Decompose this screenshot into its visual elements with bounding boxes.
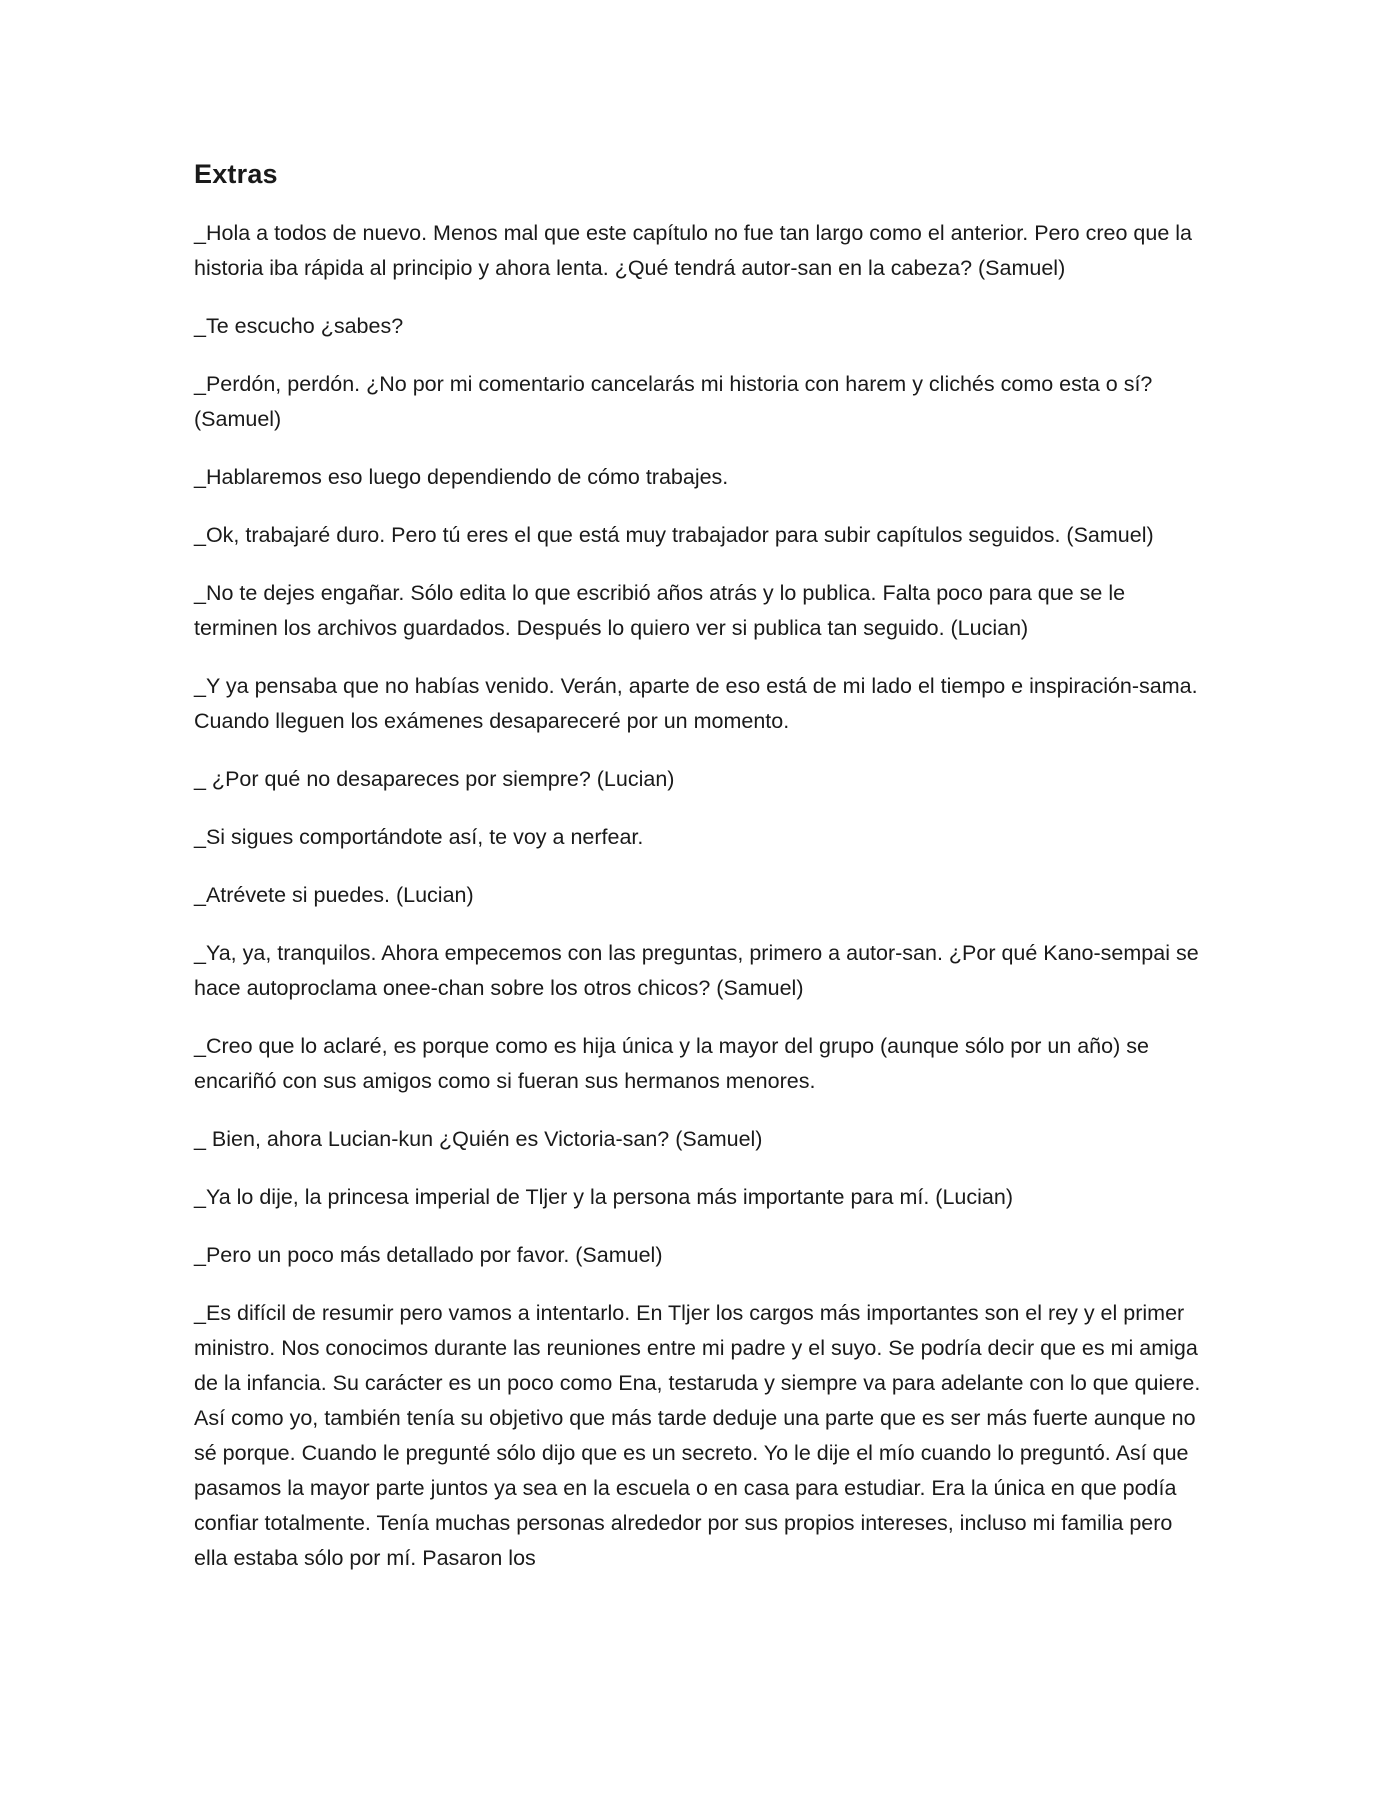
document-body — [194, 158, 1204, 1599]
paragraph: _Hola a todos de nuevo. Menos mal que este capítulo no fue tan largo como el anterior. Pero creo que la historia iba rápida al principio y ahora lenta. ¿Qué tendrá autor-san en la cabeza? (Samuel) — [194, 221, 1192, 281]
paragraph: _Ok, trabajaré duro. Pero tú eres el que está muy trabajador para subir capítulos seguidos. (Samuel) — [194, 523, 1154, 548]
paragraph: _Atrévete si puedes. (Lucian) — [194, 883, 474, 908]
paragraph: _Creo que lo aclaré, es porque como es hija única y la mayor del grupo (aunque sólo por un año) se encariñó con sus amigos como si fueran sus hermanos menores. — [194, 1034, 1149, 1094]
paragraph: _Pero un poco más detallado por favor. (Samuel) — [194, 1243, 663, 1268]
paragraph: _Perdón, perdón. ¿No por mi comentario cancelarás mi historia con harem y clichés como esta o sí? (Samuel) — [194, 372, 1153, 432]
document-title: Extras — [194, 159, 278, 189]
paragraph: _Es difícil de resumir pero vamos a intentarlo. En Tljer los cargos más importantes son el rey y el primer ministro. Nos conocimos durante las reuniones entre mi padre y el suyo. Se podría decir que es mi amiga de la infancia. Su carácter es un poco como Ena, testaruda y siempre va para adelante con lo que quiere. Así como yo, también tenía su objetivo que más tarde deduje una parte que es ser más fuerte aunque no sé porque. Cuando le pregunté sólo dijo que es un secreto. Yo le dije el mío cuando lo preguntó. Así que pasamos la mayor parte juntos ya sea en la escuela o en casa para estudiar. Era la única en que podía confiar totalmente. Tenía muchas personas alrededor por sus propios intereses, incluso mi familia pero ella estaba sólo por mí. Pasaron los — [194, 1301, 1201, 1571]
paragraph: _Si sigues comportándote así, te voy a nerfear. — [194, 825, 644, 850]
paragraph: _No te dejes engañar. Sólo edita lo que escribió años atrás y lo publica. Falta poco para que se le terminen los archivos guardados. Después lo quiero ver si publica tan seguido. (Lucian) — [194, 581, 1126, 641]
paragraph: _Ya, ya, tranquilos. Ahora empecemos con las preguntas, primero a autor-san. ¿Por qué Kano-sempai se hace autoproclama onee-chan sobre los otros chicos? (Samuel) — [194, 941, 1199, 1001]
paragraph: _Hablaremos eso luego dependiendo de cómo trabajes. — [194, 465, 729, 490]
paragraph: _ Bien, ahora Lucian-kun ¿Quién es Victoria-san? (Samuel) — [194, 1127, 763, 1152]
paragraph: _Te escucho ¿sabes? — [194, 314, 404, 339]
paragraph: _Ya lo dije, la princesa imperial de Tljer y la persona más importante para mí. (Lucian) — [194, 1185, 1013, 1210]
paragraph: _ ¿Por qué no desapareces por siempre? (Lucian) — [194, 767, 675, 792]
paragraph: _Y ya pensaba que no habías venido. Verán, aparte de eso está de mi lado el tiempo e inspiración-sama. Cuando lleguen los exámenes desapareceré por un momento. — [194, 674, 1198, 734]
